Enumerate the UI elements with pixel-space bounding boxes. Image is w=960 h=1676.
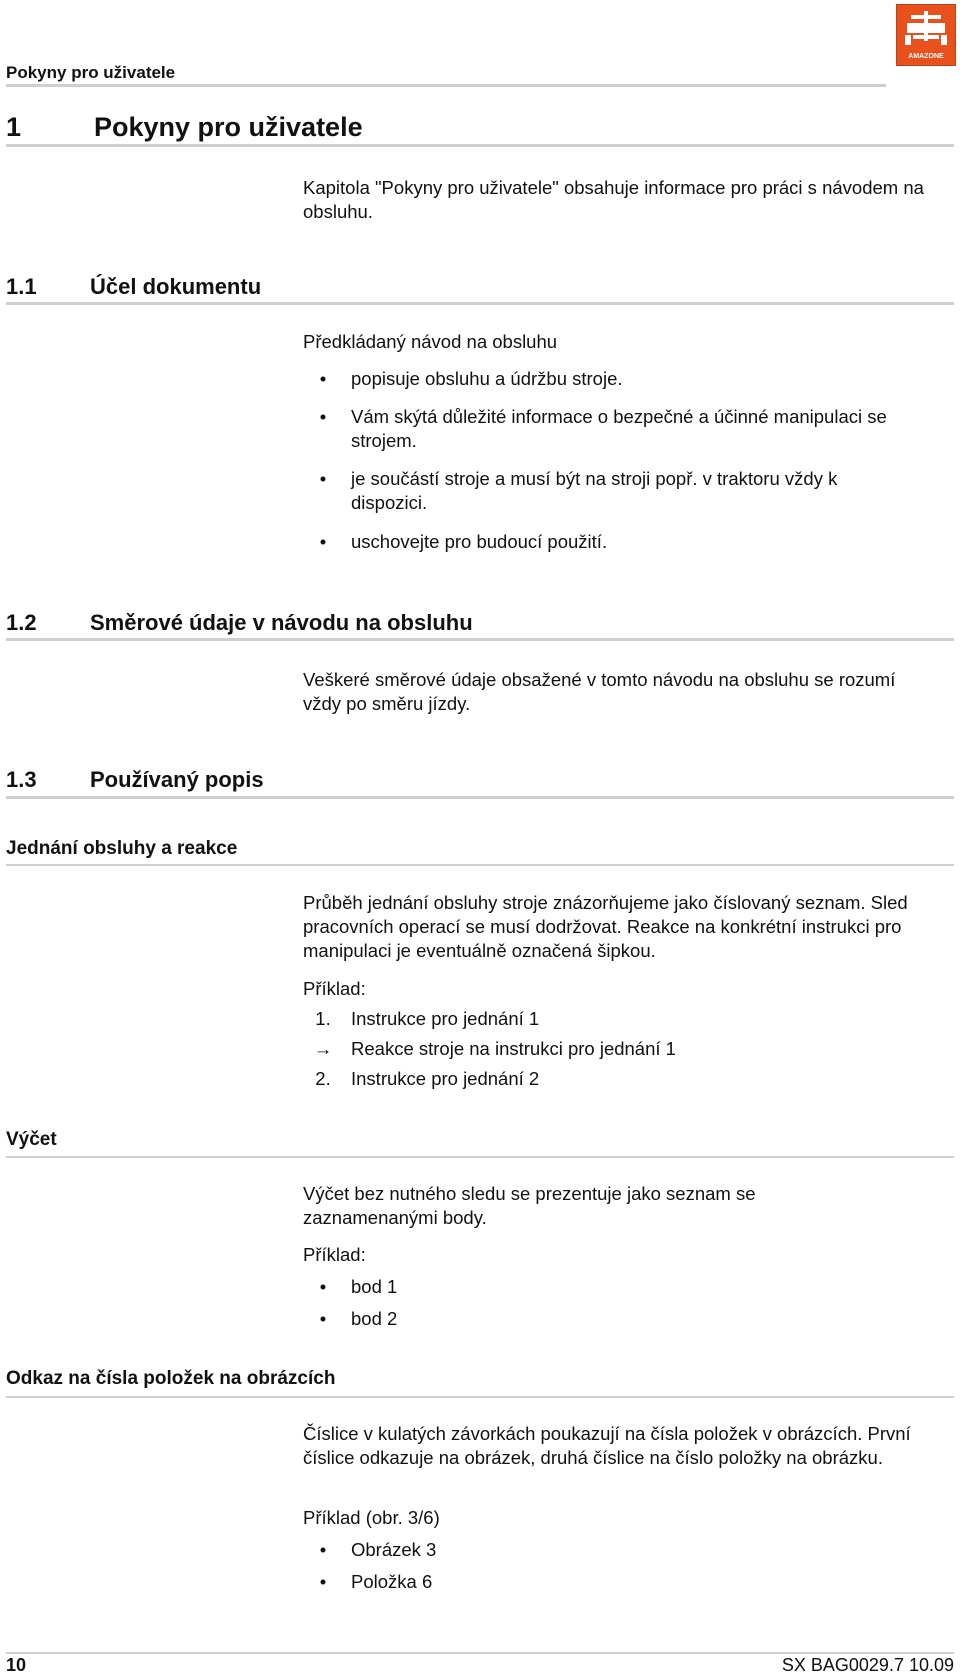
bullet-dot-icon: • <box>319 531 327 552</box>
section-1-1-lead: Předkládaný návod na obsluhu <box>303 331 558 352</box>
subsection-heading: Výčet <box>6 1129 57 1150</box>
section-number: 1.3 <box>6 767 37 792</box>
section-1-1-heading <box>6 274 261 300</box>
footer-rule <box>6 1652 954 1654</box>
list-item-text: bod 1 <box>351 1276 398 1297</box>
section-1-1-rule <box>6 302 954 305</box>
page-number: 10 <box>6 1655 27 1675</box>
list-item-text: Reakce stroje na instrukci pro jednání 1 <box>351 1038 676 1059</box>
example-label: Příklad: <box>303 1244 366 1265</box>
chapter-number: 1 <box>6 112 22 142</box>
subsection-text: Číslice v kulatých závorkách poukazují na čísla položek v obrázcích. První číslice odkazuje na obrázek, druhá číslice na číslo položky na obrázku. <box>303 1423 911 1468</box>
list-item-text: popisuje obsluhu a údržbu stroje. <box>351 368 623 389</box>
chapter-intro: Kapitola "Pokyny pro uživatele" obsahuje informace pro práci s návodem na obsluhu. <box>303 177 924 222</box>
amazone-logo <box>896 4 956 66</box>
chapter-rule <box>6 144 954 147</box>
subsection-heading: Jednání obsluhy a reakce <box>6 838 238 859</box>
list-item-text: je součástí stroje a musí být na stroji popř. v traktoru vždy k dispozici. <box>351 468 838 513</box>
bullet-dot-icon: • <box>319 368 327 389</box>
section-1-3-rule <box>6 796 954 799</box>
step-number: 2. <box>315 1068 331 1089</box>
subsection-rule <box>6 864 954 866</box>
section-1-2-heading <box>6 610 473 636</box>
bullet-dot-icon: • <box>319 1276 327 1297</box>
example-label: Příklad (obr. 3/6) <box>303 1507 440 1528</box>
list-item-text: bod 2 <box>351 1308 398 1329</box>
arrow-right-icon: → <box>313 1038 333 1059</box>
logo-text: AMAZONE <box>908 53 944 60</box>
section-1-2-rule <box>6 638 954 641</box>
step-number: 1. <box>315 1008 331 1029</box>
list-item-text: Instrukce pro jednání 2 <box>351 1068 540 1089</box>
chapter-heading <box>6 112 363 143</box>
bullet-dot-icon: • <box>319 1571 327 1592</box>
bullet-dot-icon: • <box>319 468 327 489</box>
section-title: Účel dokumentu <box>90 274 262 299</box>
list-item-text: Položka 6 <box>351 1571 433 1592</box>
list-item-text: Instrukce pro jednání 1 <box>351 1008 540 1029</box>
bullet-dot-icon: • <box>319 406 327 427</box>
list-item-text: Obrázek 3 <box>351 1539 437 1560</box>
subsection-text: Průběh jednání obsluhy stroje znázorňujeme jako číslovaný seznam. Sled pracovních operací se musí dodržovat. Reakce na konkrétní instrukci pro manipulaci je eventuálně označená šipkou. <box>303 892 908 961</box>
document-code: SX BAG0029.7 10.09 <box>781 1655 954 1675</box>
section-number: 1.1 <box>6 274 37 299</box>
section-number: 1.2 <box>6 610 37 635</box>
subsection-rule <box>6 1396 954 1398</box>
section-1-2-text: Veškeré směrové údaje obsažené v tomto návodu na obsluhu se rozumí vždy po směru jízdy. <box>303 669 896 714</box>
bullet-dot-icon: • <box>319 1539 327 1560</box>
header-rule <box>6 84 886 87</box>
subsection-rule <box>6 1156 954 1158</box>
section-1-3-heading <box>6 767 264 793</box>
bullet-dot-icon: • <box>319 1308 327 1329</box>
section-title: Používaný popis <box>90 767 264 792</box>
list-item-text: uschovejte pro budoucí použití. <box>351 531 608 552</box>
subsection-heading: Odkaz na čísla položek na obrázcích <box>6 1368 336 1389</box>
example-label: Příklad: <box>303 978 366 999</box>
list-item-text: Vám skýtá důležité informace o bezpečné a účinné manipulaci se strojem. <box>351 406 887 451</box>
running-header-title: Pokyny pro uživatele <box>6 63 176 82</box>
subsection-text: Výčet bez nutného sledu se prezentuje jako seznam se zaznamenanými body. <box>303 1183 756 1228</box>
section-title: Směrové údaje v návodu na obsluhu <box>90 610 473 635</box>
chapter-title: Pokyny pro uživatele <box>94 112 363 142</box>
